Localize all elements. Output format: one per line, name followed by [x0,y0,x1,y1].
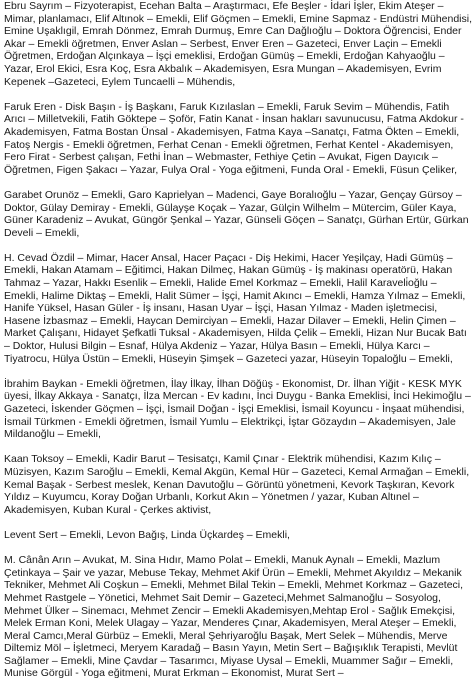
signatory-paragraph-h: H. Cevad Özdil – Mimar, Hacer Ansal, Hacer Paçacı - Diş Hekimi, Hacer Yeşilçay, Hadi Gümüş – Emekli, Hakan Atamam – Eğitimci, Hakan Dilmeç, Hakan Gümüş - İş makinası operatörü, Hakan Tahmaz – Yazar, Hakkı Esenlik – Emekli, Halide Emel Korkmaz – Emekli, Halil Karaveli̇oğlu – Emekli, Halime Diktaş – Emekli, Halit Sümer – İşçi, Hamit Akıncı – Emekli, Hamza Yılmaz – Emekli, Hanife Yüksel, Hasan Güler - İş insanı, Hasan Uyar – İşçi, Hasan Yılmaz - Maden işletmecisi, Hasene İzbasmaz – Emekli, Haycan Demirciyan – Emekli, Hazar Dilaver – Emekli, Helin Çimen – Market Çalışanı, Hidayet Şefkatli Tuksal - Akademisyen, Hilda Çelik – Emekli, Hizan Nur Bucak Batı – Doktor, Hulusi Bilgin – Esnaf, Hülya Akdeniz – Yazar, Hülya Basın – Emekli, Hülya Karcı – Tiyatrocu, Hülya Üstün – Emekli, Hüseyin Şimşek – Gazeteci yazar, Hüseyin Topaloğlu – Emekli, [4,251,467,365]
signatory-paragraph-i-j: İbrahim Baykan - Emekli öğretmen, İlay İlkay, İlhan Döğüş - Ekonomist, Dr. İlhan Yiğit - KESK MYK üyesi, İlkay Akkaya - Sanatçı, İlza Mercan - Ev kadını, İnci Duygu - Banka Emeklisi, İnci Hekimoğlu – Gazeteci, İskender Göçmen – İşçi, İsmail Doğan - İşçi Emeklisi, İsmail Koyuncu - İnşaat mühendisi, İsmail Türkmen - Emekli öğretmen, İsmail Yumlu – Elektrikçi, İştar Gözaydın – Akademisyen, Jale Mildanoğlu – Emekli, [4,377,471,441]
signatory-paragraph-f: Faruk Eren - Disk Başın - İş Başkanı, Faruk Kızılaslan – Emekli, Faruk Sevim – Mühendis, Fatih Arıcı – Milletvekili, Fatih Göktepe – Şoför, Fatin Kanat - İnsan hakları savunucusu, Fatma Akdokur - Akademisyen, Fatma Bostan Ünsal - Akademisyen, Fatma Kaya –Sanatçı, Fatma Ökten – Emekli, Fatoş Nergis - Emekli öğretmen, Ferhat Cenan - Emekli öğretmen, Ferhat Kentel - Akademisyen, Fero Firat - Serbest çalışan, Fethi İnan – Webmaster, Fethiye Çetin – Avukat, Figen Dayıcık – Öğretmen, Figen Şakacı – Yazar, Fulya Oral - Yoga eğitmeni, Funda Oral - Emekli, Füsun Çeliker, [4,100,464,176]
signatory-paragraph-m: M. Cânân Arın – Avukat, M. Sina Hıdır, Mamo Polat – Emekli, Manuk Aynalı – Emekli, Mazlum Çetinkaya – Şair ve yazar, Mebuse Tekay, Mehmet Akif Ürün – Emekli, Mehmet Akyıldız – Mekanik Tekniker, Mehmet Ali Coşkun – Emekli, Mehmet Bilal Tekin – Emekli, Mehmet Korkmaz – Gazeteci, Mehmet Rastgele – Yönetici, Mehmet Sait Demir – Gazeteci,Mehmet Salmanoğlu – Sosyolog, Mehmet Ülker – Sinemacı, Mehmet Zencir – Emekli Akademisyen,Mehtap Erol - Sağlık Emekçisi, Melek Erman Koni, Melek Ulagay – Yazar, Menderes Çınar, Akademisyen, Meral Ateşer – Emekli, Meral Camcı,Meral Gürbüz – Emekli, Meral Şehriyaroğlu Başak, Mert Selek – Mühendis, Merve Diltemiz Möl – İşletmeci, Meryem Karadağ – Basın Yayın, Metin Sert – Bağışıklık Terapisti, Mevlüt Sağlamer – Emekli, Mine Çavdar – Tasarımcı, Miyase Uysal – Emekli, Muammer Sağır – Emekli, Munise Görgül - Yoga eğitmeni, Murat Erkman – Ekonomist, Murat Sert – [4,554,464,680]
signatory-paragraph-g: Garabet Orunöz – Emekli, Garo Kaprielyan – Madenci, Gaye Boralıoğlu – Yazar, Gençay Gürsoy – Doktor, Gülay Demiray - Emekli, Gülayşe Koçak – Yazar, Gülçin Wilhelm – Mütercim, Güler Kaya, Güner Karadeniz – Avukat, Güngör Şenkal – Yazar, Günseli Göçen – Sanatçı, Gürhan Ertür, Gürkan Develi – Emekli, [4,188,469,239]
signatory-paragraph-e: Ebru Sayrım – Fizyoterapist, Ecehan Balta – Araştırmacı, Efe Beşler - İdari İşler, Ekim Ateşer – Mimar, planlamacı, Elif Altınok – Emekli, Elif Göçmen – Emekli, Emine Sapmaz - Endüstri Mühendisi, Emine Uşaklıgil, Emrah Dönmez, Emrah Durmuş, Emre Can Dağlıoğlu – Doktora Öğrencisi, Ender Akar – Emekli öğretmen, Enver Aslan – Serbest, Enver Eren – Gazeteci, Enver Laçin – Emekli Öğretmen, Erdoğan Alçınkaya – İşçi emeklisi, Erdoğan Gümüş – Emekli, Erdoğan Kahyaoğlu – Yazar, Erol Ekici, Esra Koç, Esra Akbalık – Akademisyen, Esra Mungan – Akademisyen, Evrim Kepenek –Gazeteci, Eylem Tuncaelli – Mühendis, [4,0,473,88]
signatory-paragraph-l: Levent Sert – Emekli, Levon Bağış, Linda Üçkardeş – Emekli, [4,528,290,541]
signatory-paragraph-k: Kaan Toksoy – Emekli, Kadir Barut – Tesisatçı, Kamil Çınar - Elektrik mühendisi, Kazım Kılıç – Müzisyen, Kazım Saroğlu – Emekli, Kemal Akgün, Kemal Hür – Gazeteci, Kemal Armağan – Emekli, Kemal Başak - Serbest meslek, Kenan Davutoğlu – Görüntü yönetmeni, Kevork Taşkıran, Kevork Yıldız – Kuyumcu, Koray Doğan Urbanlı, Korkut Akın – Yönetmen / yazar, Kuban Altınel – Akademisyen, Kuban Kural - Çerkes aktivist, [4,453,470,516]
